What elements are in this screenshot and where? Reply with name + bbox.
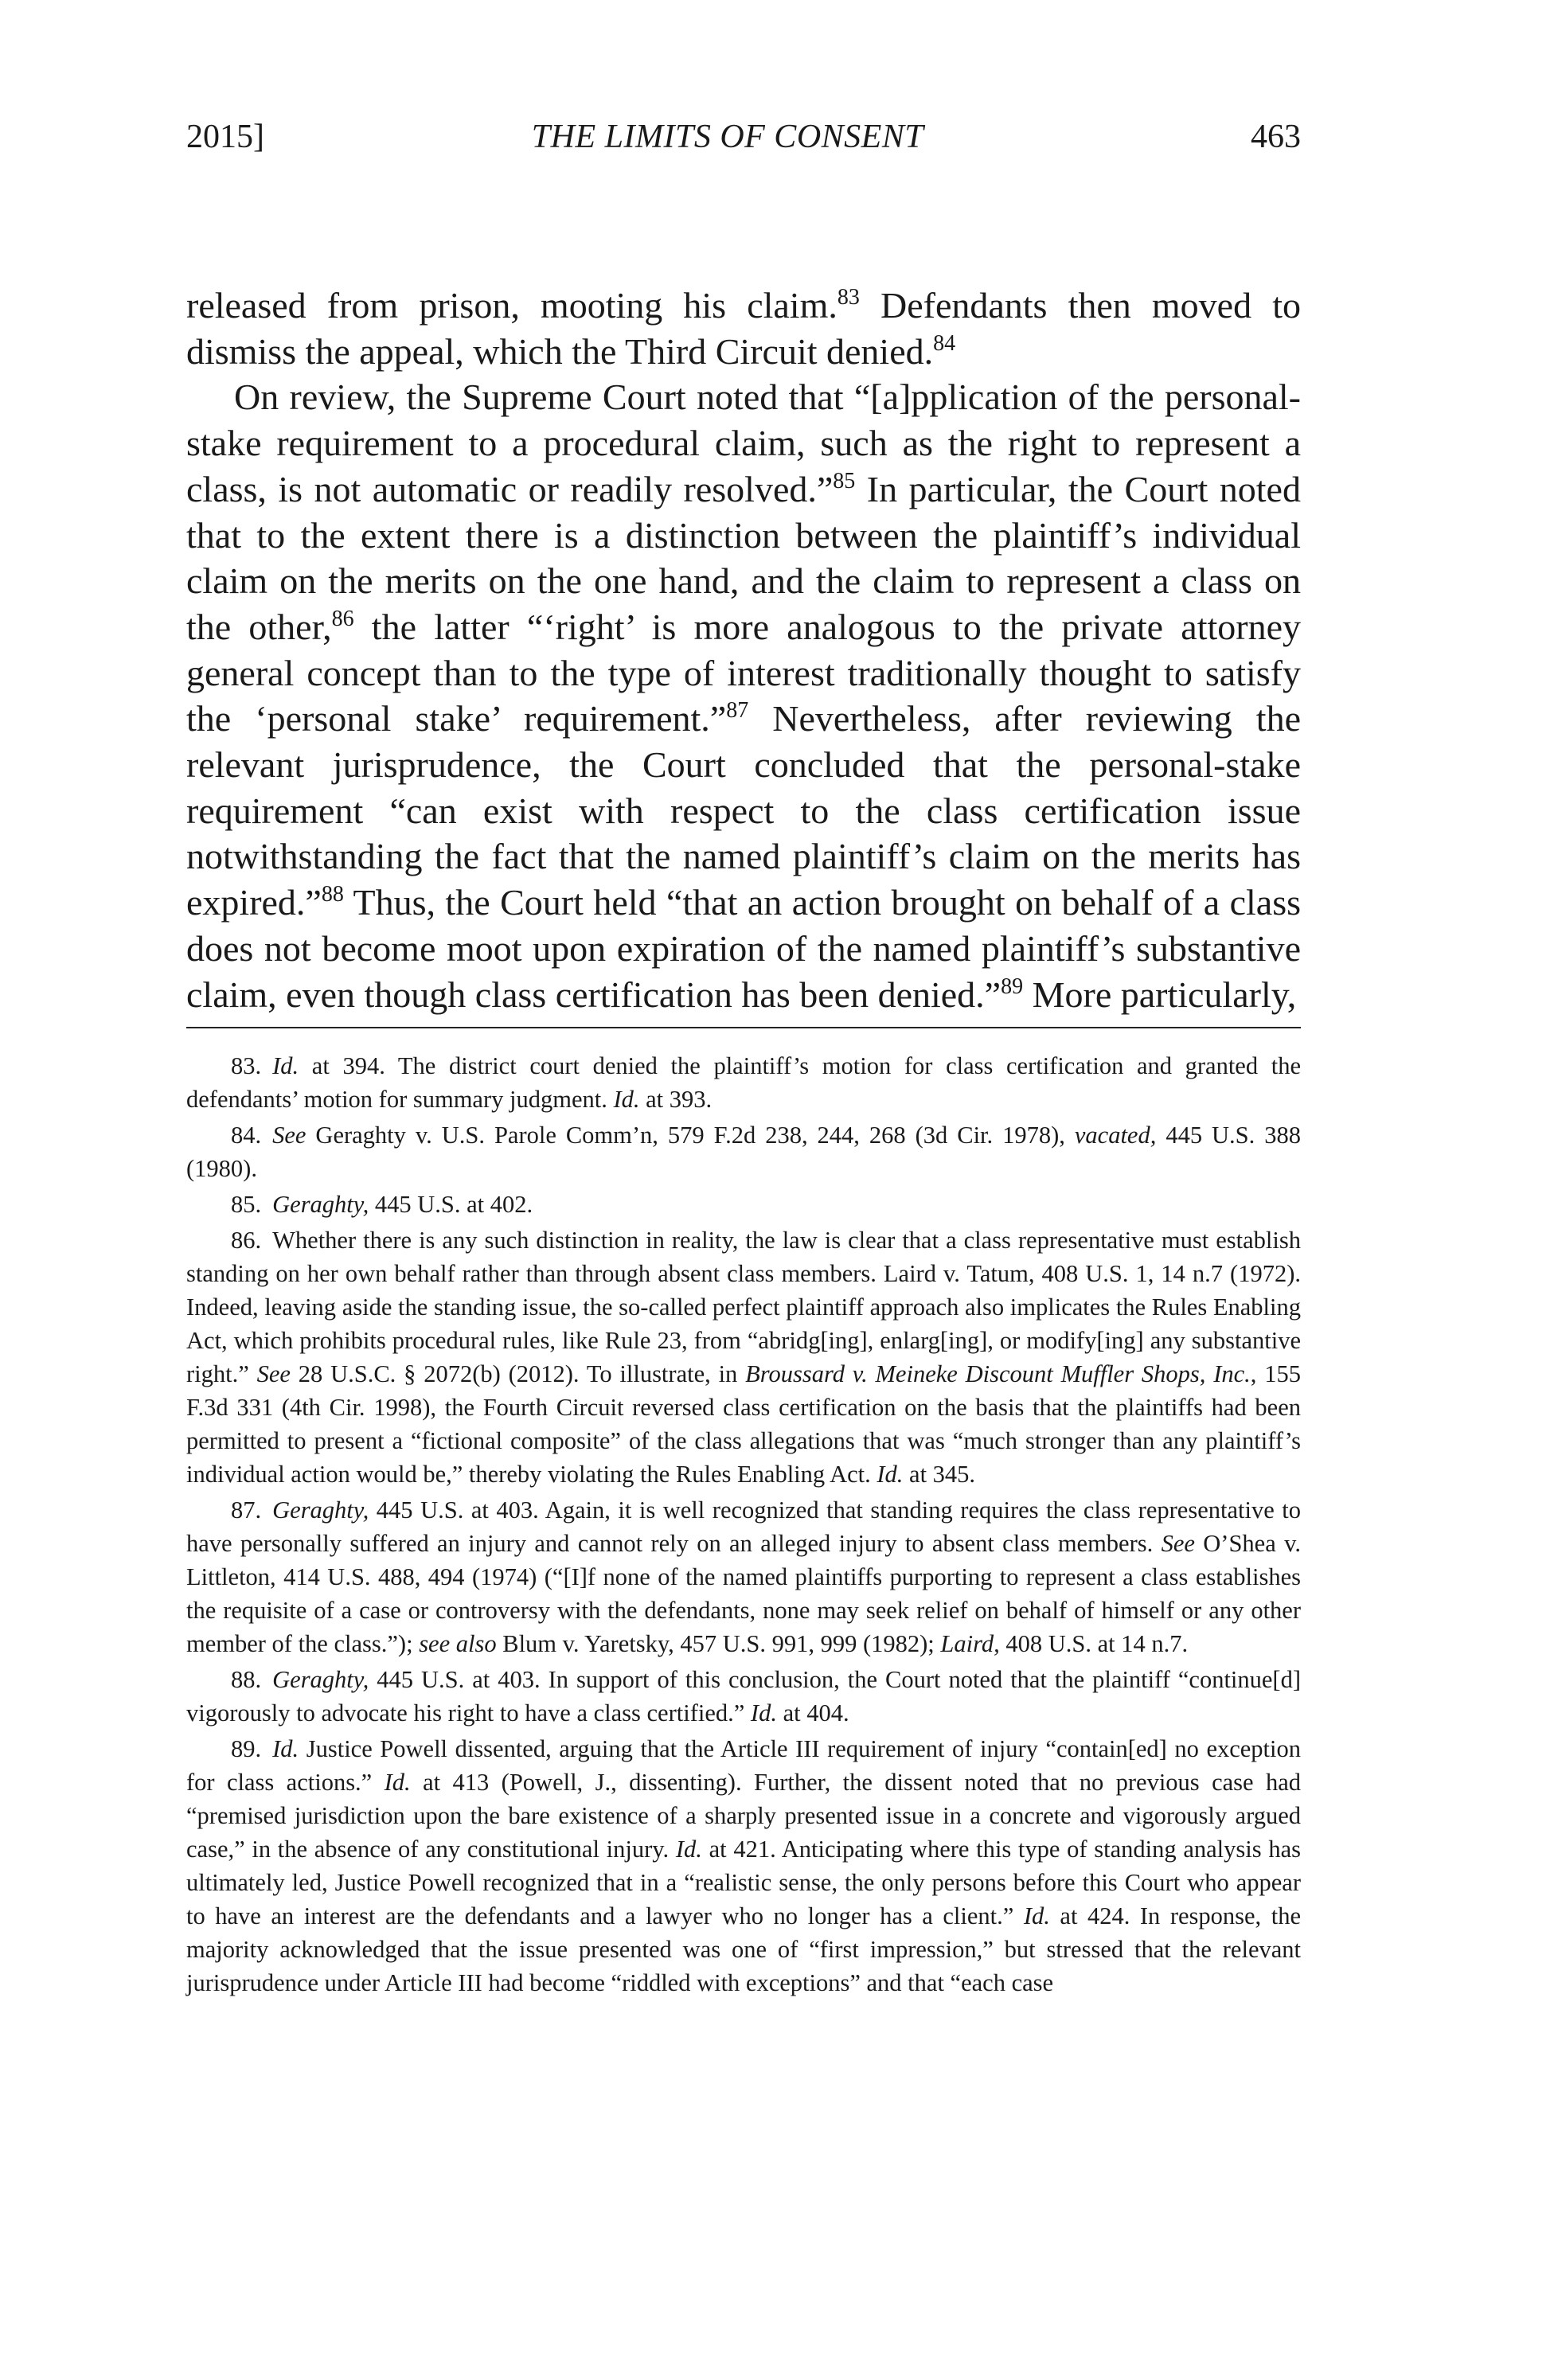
footnote-85: [186, 1188, 1301, 1221]
text-run: at 394. The district court denied the plaintiff’s motion for class certification and granted the defendants’ motion for summary judgment.: [186, 1052, 1301, 1113]
text-run: In particular, the Court noted that to the extent there is a distinction between the plaintiff’s individual claim on the merits on the one hand, and the claim to represent a class on the other,: [186, 468, 1301, 647]
text-run: On review, the Supreme Court noted that “[a]pplication of the personal-stake requirement to a procedural claim, such as the right to represent a class, is not automatic or readily resolved.”: [186, 377, 1301, 509]
citation-signal: Id.: [272, 1735, 299, 1762]
main-text: [186, 283, 1301, 1017]
footnote-number: 87.: [231, 1496, 262, 1524]
footnote-84: [186, 1118, 1301, 1185]
text-run: the latter “‘right’ is more analogous to the private attorney general concept than to the type of interest traditionally thought to satisfy the ‘personal stake’ requirement.”: [186, 606, 1302, 739]
paragraph-1: [186, 283, 1301, 374]
text-run: 445 U.S. at 403. Again, it is well recognized that standing requires the class representative to have personally suffered an injury and cannot rely on an alleged injury to absent class members.: [186, 1496, 1301, 1557]
text-run: , 155 F.3d 331 (4th Cir. 1998), the Fourth Circuit reversed class certification on the basis that the plaintiffs had been permitted to present a “fictional composite” of the class allegations that was “much stronger than any plaintiff’s individual action would be,” thereby violating the Rules Enabling Act.: [186, 1360, 1301, 1488]
text-run: at 424. In response, the majority acknowledged that the issue presented was one of “first impression,” but stressed that the relevant jurisprudence under Article III had become “riddled with exceptions” and that “each case: [186, 1902, 1301, 1996]
text-run: Defendants then moved to dismiss the appeal, which the Third Circuit denied.: [186, 285, 1301, 372]
text-run: Blum v. Yaretsky, 457 U.S. 991, 999 (1982);: [496, 1630, 941, 1657]
footnote-number: 88.: [231, 1666, 262, 1693]
text-run: at 421. Anticipating where this type of standing analysis has ultimately led, Justice Powell recognized that in a “realistic sense, the only persons before this Court who appear to have an interest are the defendants and a lawyer who no longer has a client.”: [186, 1836, 1301, 1929]
citation-signal: See: [272, 1122, 307, 1149]
text-run: at 393.: [639, 1086, 713, 1113]
text-run: 445 U.S. at 402.: [369, 1191, 533, 1218]
footnote-88: [186, 1663, 1301, 1730]
citation-signal: See: [1161, 1530, 1195, 1557]
text-run: released from prison, mooting his claim.: [186, 285, 838, 326]
text-run: 445 U.S. 388 (1980).: [186, 1122, 1301, 1182]
text-run: More particularly,: [1023, 973, 1297, 1015]
text-run: 445 U.S. at 403. In support of this conclusion, the Court noted that the plaintiff “continue[d] vigorously to advocate his right to have a class certified.”: [186, 1666, 1301, 1726]
paragraph-2: [186, 374, 1301, 1017]
footnote-ref-87: 87: [726, 698, 749, 724]
footnote-number: 84.: [231, 1122, 262, 1149]
footnotes: [186, 1049, 1301, 2002]
text-run: Justice Powell dissented, arguing that the Article III requirement of injury “contain[ed] no exception for class actions.”: [186, 1735, 1301, 1796]
citation-signal: Id.: [613, 1086, 640, 1113]
case-name: Geraghty,: [272, 1496, 369, 1524]
footnote-86: [186, 1223, 1301, 1491]
text-run: O’Shea v. Littleton, 414 U.S. 488, 494 (1974) (“[I]f none of the named plaintiffs purporting to represent a class establishes the requisite of a case or controversy with the defendants, none may seek relief on behalf of himself or any other member of the class.”);: [186, 1530, 1301, 1657]
text-run: Nevertheless, after reviewing the relevant jurisprudence, the Court concluded that the personal-stake requirement “can exist with respect to the class certification issue notwithstanding the fact that the named plaintiff’s claim on the merits has expired.”: [186, 698, 1301, 923]
citation-signal: Id.: [272, 1052, 299, 1079]
footnote-83: [186, 1049, 1301, 1116]
footnote-number: 85.: [231, 1191, 262, 1218]
citation-signal: Id.: [877, 1461, 904, 1488]
text-run: Thus, the Court held “that an action brought on behalf of a class does not become moot upon expiration of the named plaintiff’s substantive claim, even though class certification has been denied.”: [186, 882, 1301, 1015]
citation-signal: see also: [419, 1630, 497, 1657]
footnote-ref-88: 88: [321, 882, 344, 907]
header-title: THE LIMITS OF CONSENT: [531, 119, 924, 155]
footnote-87: [186, 1493, 1301, 1660]
page-number: 463: [1251, 119, 1301, 155]
text-run: at 345.: [903, 1461, 976, 1488]
case-name: Laird,: [940, 1630, 1000, 1657]
footnote-ref-89: 89: [1001, 973, 1024, 999]
text-run: 28 U.S.C. § 2072(b) (2012). To illustrate, in: [290, 1360, 746, 1387]
header-year: 2015]: [186, 119, 264, 155]
footnote-divider: [186, 1027, 1301, 1028]
text-run: 408 U.S. at 14 n.7.: [999, 1630, 1189, 1657]
citation-signal: See: [256, 1360, 291, 1387]
footnote-ref-85: 85: [833, 468, 856, 494]
citation-signal: Id.: [384, 1769, 411, 1796]
running-header: [186, 118, 1301, 166]
footnote-ref-86: 86: [331, 606, 354, 631]
citation-signal: vacated,: [1074, 1122, 1157, 1149]
footnote-ref-84: 84: [933, 330, 956, 356]
footnote-number: 89.: [231, 1735, 262, 1762]
case-name: Broussard v. Meineke Discount Muffler Shops, Inc.: [745, 1360, 1251, 1387]
citation-signal: Id.: [750, 1699, 777, 1726]
text-run: at 404.: [776, 1699, 849, 1726]
text-run: Geraghty v. U.S. Parole Comm’n, 579 F.2d 238, 244, 268 (3d Cir. 1978),: [306, 1122, 1075, 1149]
footnote-ref-83: 83: [837, 285, 860, 310]
case-name: Geraghty,: [272, 1666, 369, 1693]
case-name: Geraghty,: [272, 1191, 369, 1218]
footnote-number: 86.: [231, 1227, 262, 1254]
footnote-89: [186, 1732, 1301, 2000]
text-run: Whether there is any such distinction in reality, the law is clear that a class representative must establish standing on her own behalf rather than through absent class members. Laird v. Tatum, 408 U.S. 1, 14 n.7 (1972). Indeed, leaving aside the standing issue, the so-called perfect plaintiff approach also implicates the Rules Enabling Act, which prohibits procedural rules, like Rule 23, from “abridg[ing], enlarg[ing], or modify[ing] any substantive right.”: [186, 1227, 1301, 1387]
footnote-number: 83.: [231, 1052, 262, 1079]
citation-signal: Id.: [675, 1836, 702, 1863]
text-run: at 413 (Powell, J., dissenting). Further, the dissent noted that no previous case had “premised jurisdiction upon the bare existence of a sharply presented issue in a concrete and vigorously argued case,” in the absence of any constitutional injury.: [186, 1769, 1301, 1863]
citation-signal: Id.: [1023, 1902, 1050, 1929]
